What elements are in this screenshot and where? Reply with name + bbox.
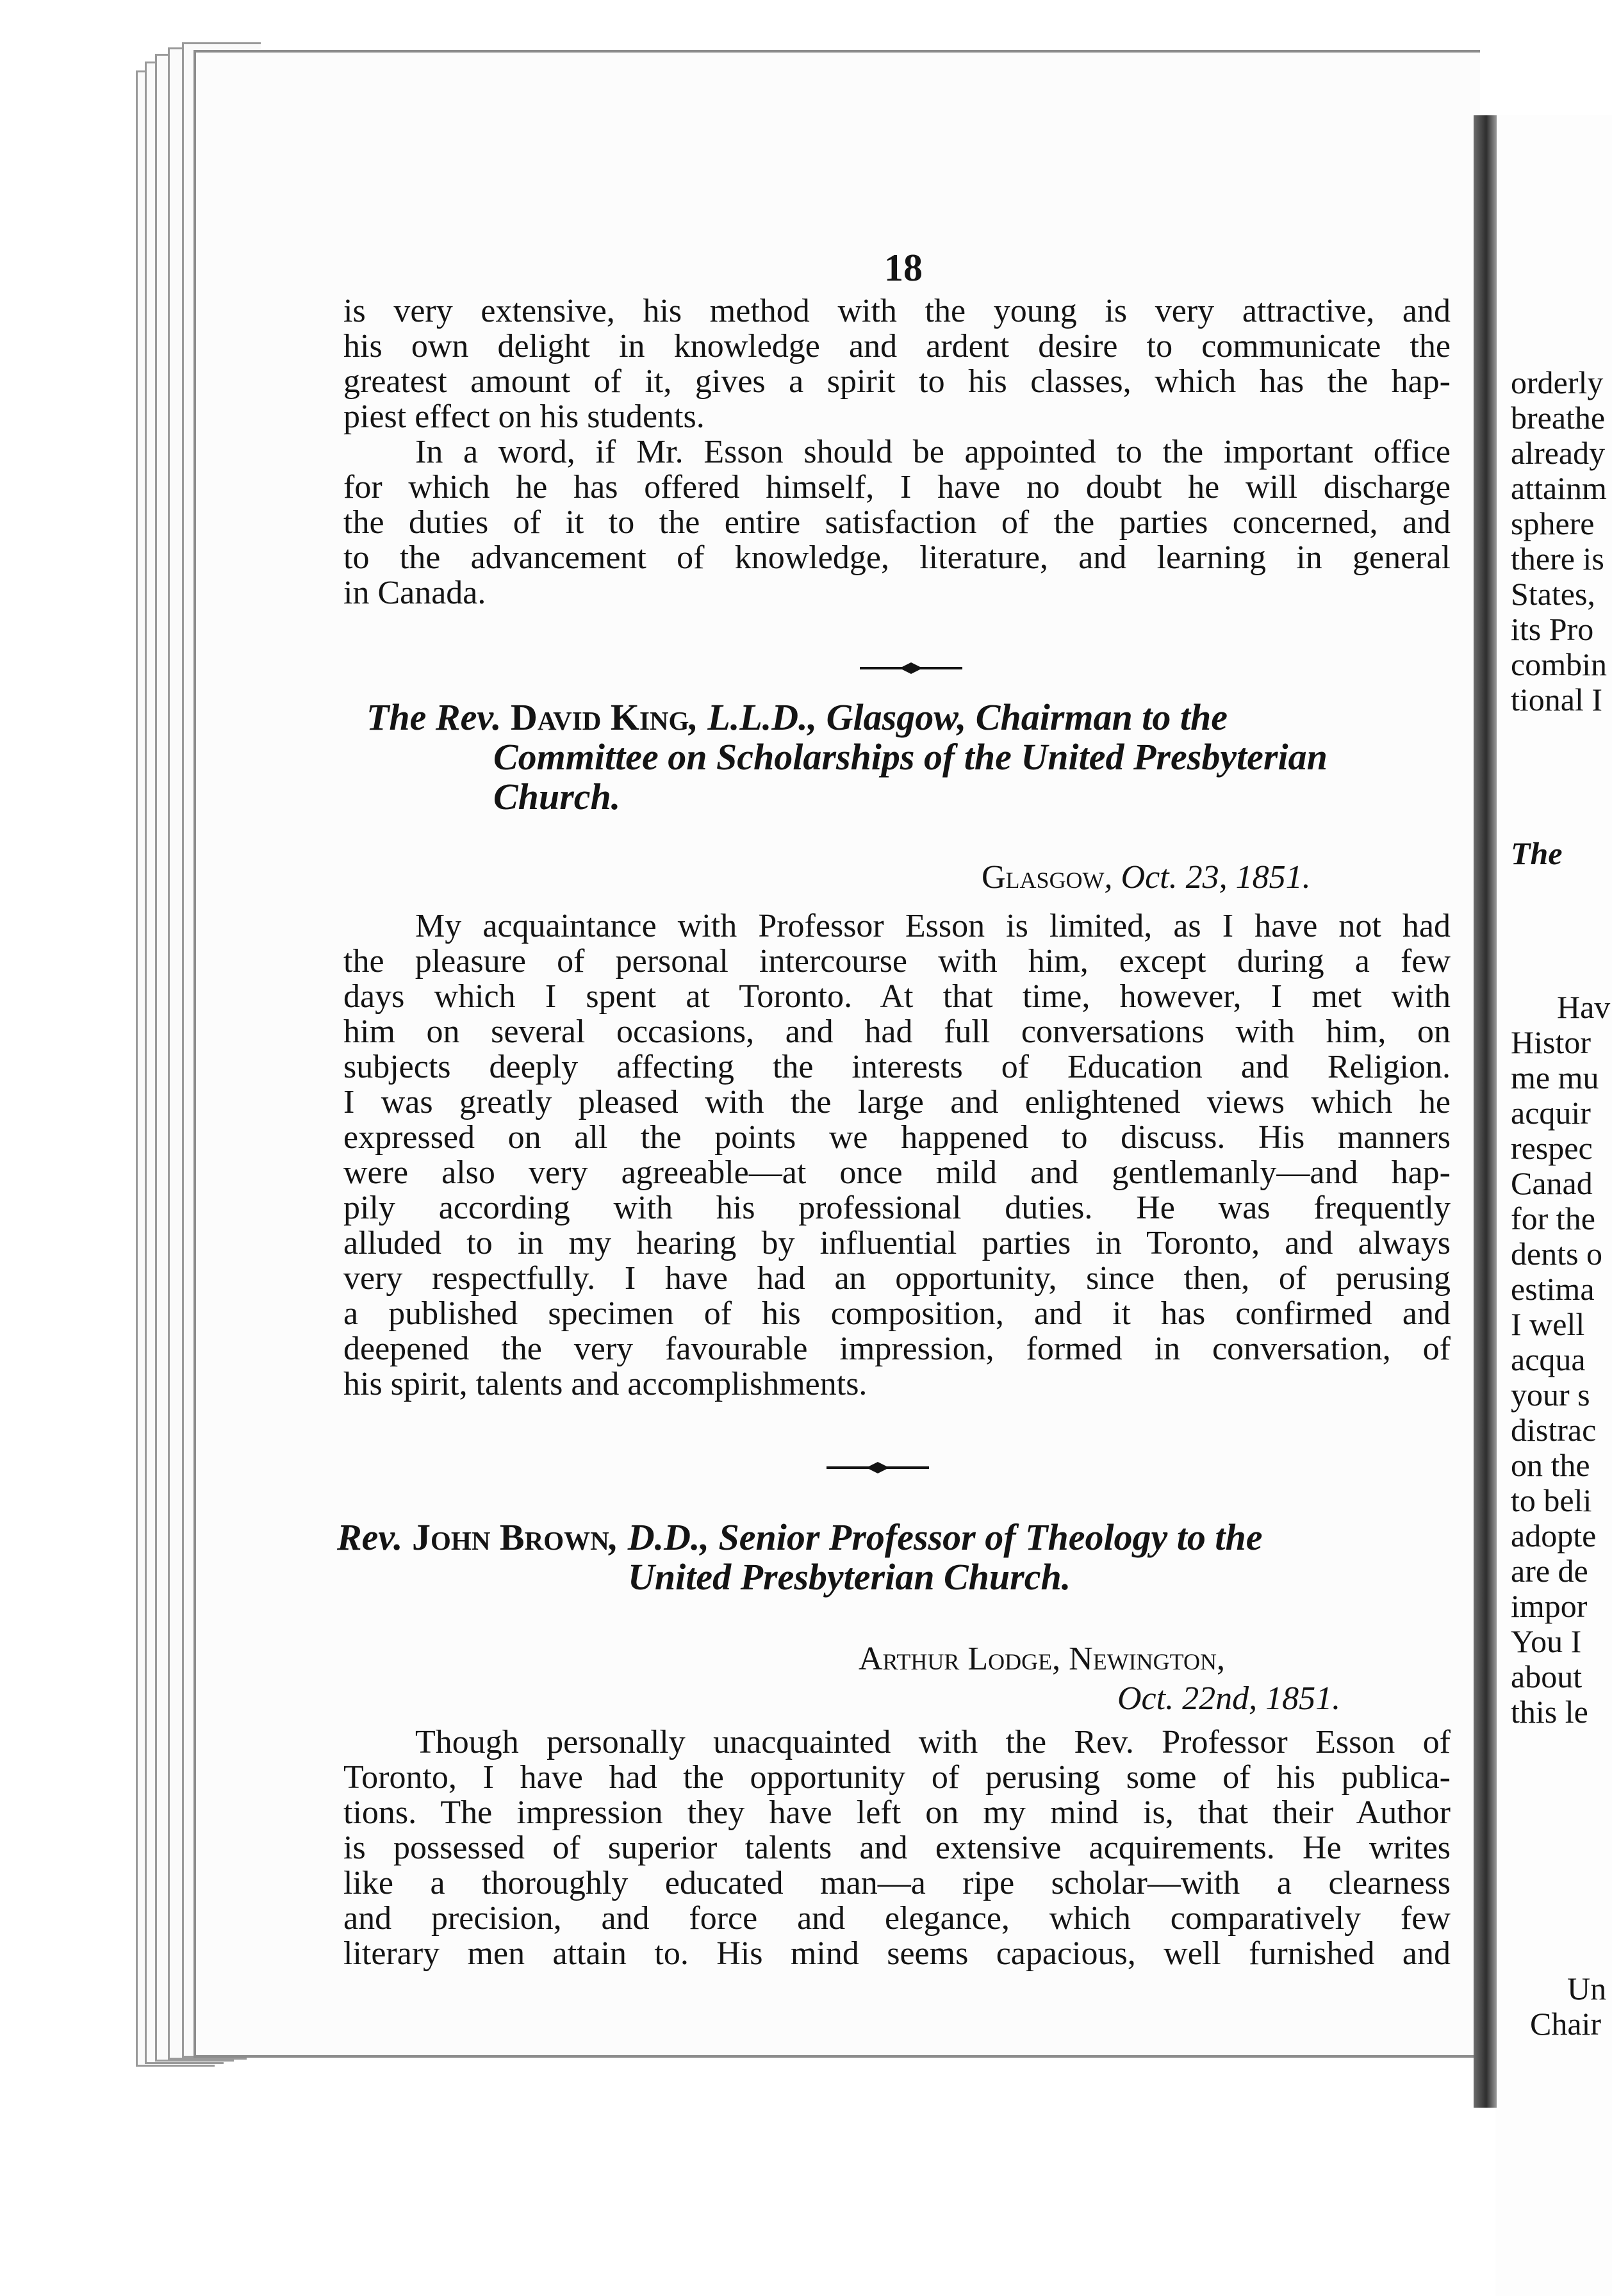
text-line: his spirit, talents and accomplishments. <box>343 1366 868 1402</box>
text-line: Though personally unacquainted with the Rev. Professor Esson of <box>415 1724 1451 1760</box>
text-line: the pleasure of personal intercourse with him, except during a few <box>343 943 1451 980</box>
letter-heading-line: Committee on Scholarships of the United Presbyterian <box>493 736 1328 778</box>
text-line: is possessed of superior talents and extensive acquirements. He writes <box>343 1830 1451 1866</box>
facing-line: its Pro <box>1511 611 1594 647</box>
text-line: I was greatly pleased with the large and enlightened views which he <box>343 1084 1451 1120</box>
letter-heading-line: Church. <box>493 776 621 817</box>
facing-line: combin <box>1511 646 1607 682</box>
facing-line: adopte <box>1511 1518 1597 1554</box>
text-line: him on several occasions, and had full conversations with him, on <box>343 1013 1451 1050</box>
text-line: alluded to in my hearing by influential parties in Toronto, and always <box>343 1225 1451 1261</box>
page-number: 18 <box>884 247 923 289</box>
facing-line: Un <box>1567 1971 1607 2006</box>
facing-line: Chair <box>1530 2006 1602 2042</box>
text-line: In a word, if Mr. Esson should be appointed to the important office <box>415 434 1451 470</box>
dateline-place: Glasgow <box>982 859 1105 896</box>
text-line: to the advancement of knowledge, literature, and learning in general <box>343 539 1451 576</box>
text-line: his own delight in knowledge and ardent desire to communicate the <box>343 328 1451 365</box>
facing-line: breathe <box>1511 400 1606 436</box>
dateline-place: Arthur Lodge, Newington, <box>859 1641 1225 1677</box>
facing-line: Hav <box>1557 989 1611 1025</box>
facing-line: to beli <box>1511 1482 1592 1518</box>
facing-line: dents o <box>1511 1236 1603 1272</box>
letter-heading-king <box>366 698 1228 737</box>
facing-line: on the <box>1511 1447 1590 1483</box>
text-line: in Canada. <box>343 575 486 611</box>
facing-line: me mu <box>1511 1060 1599 1095</box>
facing-line: acqua <box>1511 1341 1586 1377</box>
heading-suffix: , D.D., Senior Professor of Theology to the <box>609 1516 1263 1558</box>
text-line: Toronto, I have had the opportunity of perusing some of his publica- <box>343 1759 1451 1796</box>
facing-line: Histor <box>1511 1024 1591 1060</box>
facing-line: for the <box>1511 1201 1595 1236</box>
text-line: like a thoroughly educated man—a ripe scholar—with a clearness <box>343 1865 1451 1901</box>
correspondent-name: John Brown <box>412 1516 609 1558</box>
heading-prefix: The Rev. <box>366 696 511 738</box>
dateline-date: Oct. 22nd, 1851. <box>1117 1680 1341 1717</box>
letter-heading-brown <box>337 1518 1263 1557</box>
facing-line: You I <box>1511 1623 1582 1659</box>
facing-line: I well <box>1511 1306 1585 1342</box>
text-line: days which I spent at Toronto. At that time, however, I met with <box>343 978 1451 1015</box>
facing-line: orderly <box>1511 365 1604 400</box>
text-line: literary men attain to. His mind seems capacious, well furnished and <box>343 1935 1451 1972</box>
heading-prefix: Rev. <box>337 1516 413 1558</box>
dateline-date: , Oct. 23, 1851. <box>1104 859 1311 896</box>
text-line: were also very agreeable—at once mild and gentlemanly—and hap- <box>343 1154 1451 1191</box>
ornament-divider <box>860 661 962 675</box>
text-line: pily according with his professional duties. He was frequently <box>343 1190 1451 1226</box>
facing-line: are de <box>1511 1553 1588 1589</box>
facing-heading-fragment: The <box>1511 835 1563 871</box>
text-line: very respectfully. I have had an opportunity, since then, of perusing <box>343 1260 1451 1297</box>
text-line: is very extensive, his method with the young is very attractive, and <box>343 293 1451 329</box>
dateline-king <box>982 858 1311 896</box>
facing-line: attainm <box>1511 470 1607 506</box>
text-line: piest effect on his students. <box>343 398 705 435</box>
text-line: the duties of it to the entire satisfaction of the parties concerned, and <box>343 504 1451 541</box>
facing-line: sphere <box>1511 505 1595 541</box>
text-line: deepened the very favourable impression, formed in conversation, of <box>343 1331 1451 1367</box>
heading-suffix: , L.L.D., Glasgow, Chairman to the <box>689 696 1228 738</box>
text-line: tions. The impression they have left on my mind is, that their Author <box>343 1794 1451 1831</box>
dateline-brown <box>859 1640 1225 1678</box>
text-line: greatest amount of it, gives a spirit to his classes, which has the hap- <box>343 363 1451 400</box>
facing-line: your s <box>1511 1377 1590 1413</box>
text-line: subjects deeply affecting the interests of Education and Religion. <box>343 1049 1451 1085</box>
letter-heading-line: United Presbyterian Church. <box>628 1556 1071 1598</box>
facing-line: tional I <box>1511 682 1603 718</box>
text-line: expressed on all the points we happened to discuss. His manners <box>343 1119 1451 1156</box>
facing-line: distrac <box>1511 1412 1597 1448</box>
facing-line: about <box>1511 1659 1583 1694</box>
text-line: a published specimen of his composition, and it has confirmed and <box>343 1295 1451 1332</box>
facing-line: there is <box>1511 541 1604 577</box>
facing-line: Canad <box>1511 1165 1593 1201</box>
text-line: for which he has offered himself, I have no doubt he will discharge <box>343 469 1451 505</box>
dateline-brown-date <box>1117 1680 1340 1718</box>
facing-line: estima <box>1511 1271 1595 1307</box>
text-line: My acquaintance with Professor Esson is limited, as I have not had <box>415 908 1451 944</box>
correspondent-name: David King <box>510 696 689 738</box>
ornament-divider <box>827 1461 929 1475</box>
facing-line: States, <box>1511 576 1595 612</box>
facing-line: already <box>1511 435 1606 471</box>
text-line: and precision, and force and elegance, which comparatively few <box>343 1900 1451 1937</box>
facing-line: impor <box>1511 1588 1588 1624</box>
facing-line: this le <box>1511 1694 1588 1730</box>
book-gutter <box>1474 115 1497 2108</box>
facing-line: respec <box>1511 1130 1593 1166</box>
facing-line: acquir <box>1511 1095 1591 1131</box>
